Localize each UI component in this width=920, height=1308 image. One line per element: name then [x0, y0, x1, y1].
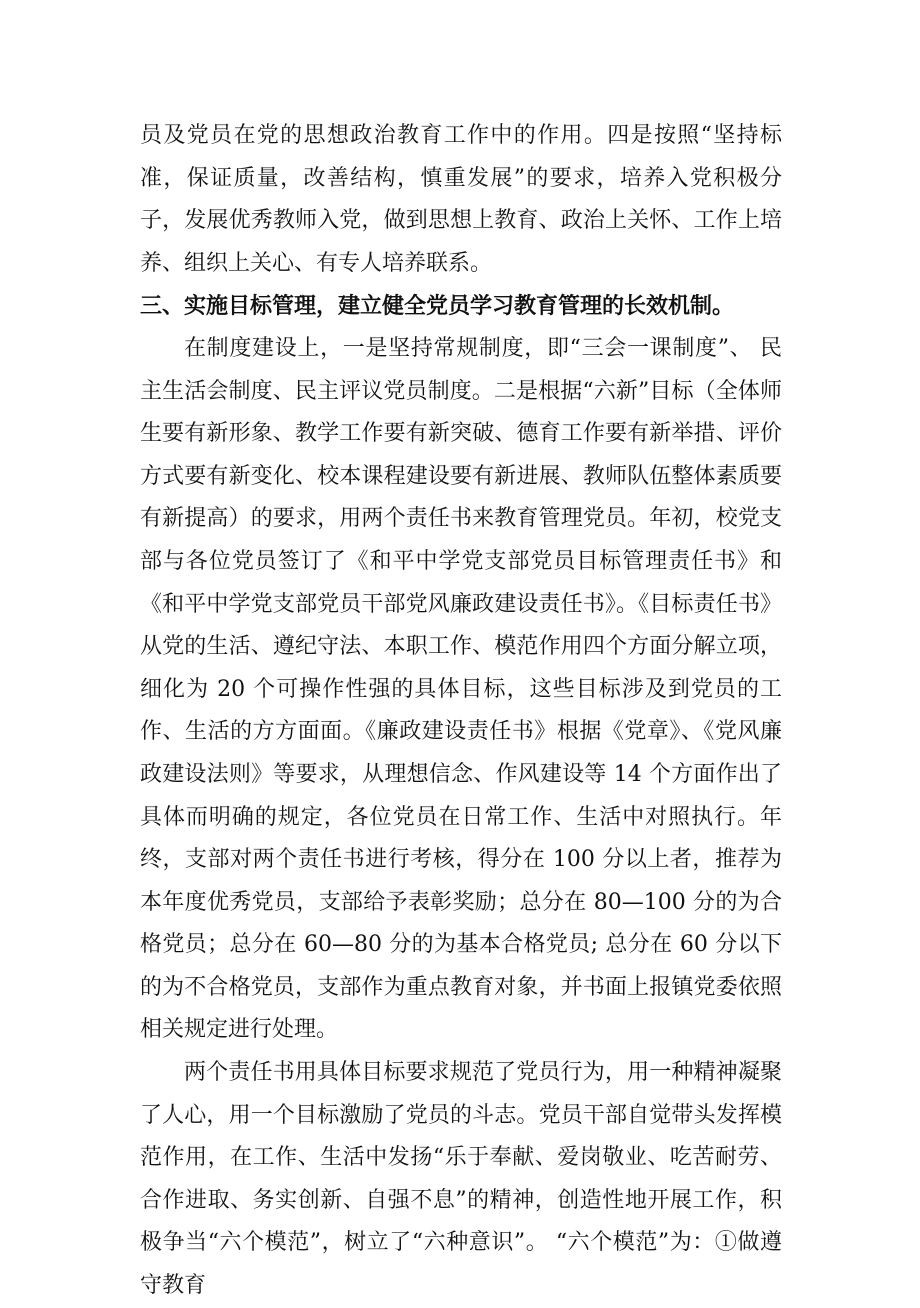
section-heading: 三、实施目标管理，建立健全党员学习教育管理的长效机制。: [140, 293, 735, 320]
paragraph-responsibility-effect: 两个责任书用具体目标要求规范了党员行为，用一种精神凝聚了人心，用一个目标激励了党员的斗志。党员干部自觉带头发挥模范作用，在工作、生活中发扬“乐于奉献、爱岗敬业、吃苦耐劳、合作进取、务实创新、自强不息”的精神，创造性地开展工作，积极争当“六个模范”，树立了“六种意识”。 “六个模范”为：①做遵守教育: [140, 1060, 782, 1299]
paragraph-system-building: 在制度建设上，一是坚持常规制度，即“三会一课制度”、 民主生活会制度、民主评议党员制度。二是根据“六新”目标（全体师生要有新形象、教学工作要有新突破、德育工作要有新举措、评价方式要有新变化、校本课程建设要有新进展、教师队伍整体素质要有新提高）的要求，用两个责任书来教育管理党员。年初，校党支部与各位党员签订了《和平中学党支部党员目标管理责任书》和《和平中学党支部党员干部党风廉政建设责任书》。《目标责任书》从党的生活、遵纪守法、本职工作、模范作用四个方面分解立项，细化为 20 个可操作性强的具体目标，这些目标涉及到党员的工作、生活的方方面面。《廉政建设责任书》根据《党章》、《党风廉政建设法则》等要求，从理想信念、作风建设等 14 个方面作出了具体而明确的规定，各位党员在日常工作、生活中对照执行。年终，支部对两个责任书进行考核，得分在 100 分以上者，推荐为本年度优秀党员，支部给予表彰奖励；总分在 80—100 分的为合格党员；总分在 60—80 分的为基本合格党员; 总分在 60 分以下的为不合格党员，支部作为重点教育对象，并书面上报镇党委依照相关规定进行处理。: [140, 335, 782, 1043]
paragraph-continuation: 员及党员在党的思想政治教育工作中的作用。四是按照“坚持标准，保证质量，改善结构，慎重发展”的要求，培养入党积极分子，发展优秀教师入党，做到思想上教育、政治上关怀、工作上培养、组织上关心、有专人培养联系。: [140, 123, 782, 276]
document-body: [140, 115, 782, 1308]
